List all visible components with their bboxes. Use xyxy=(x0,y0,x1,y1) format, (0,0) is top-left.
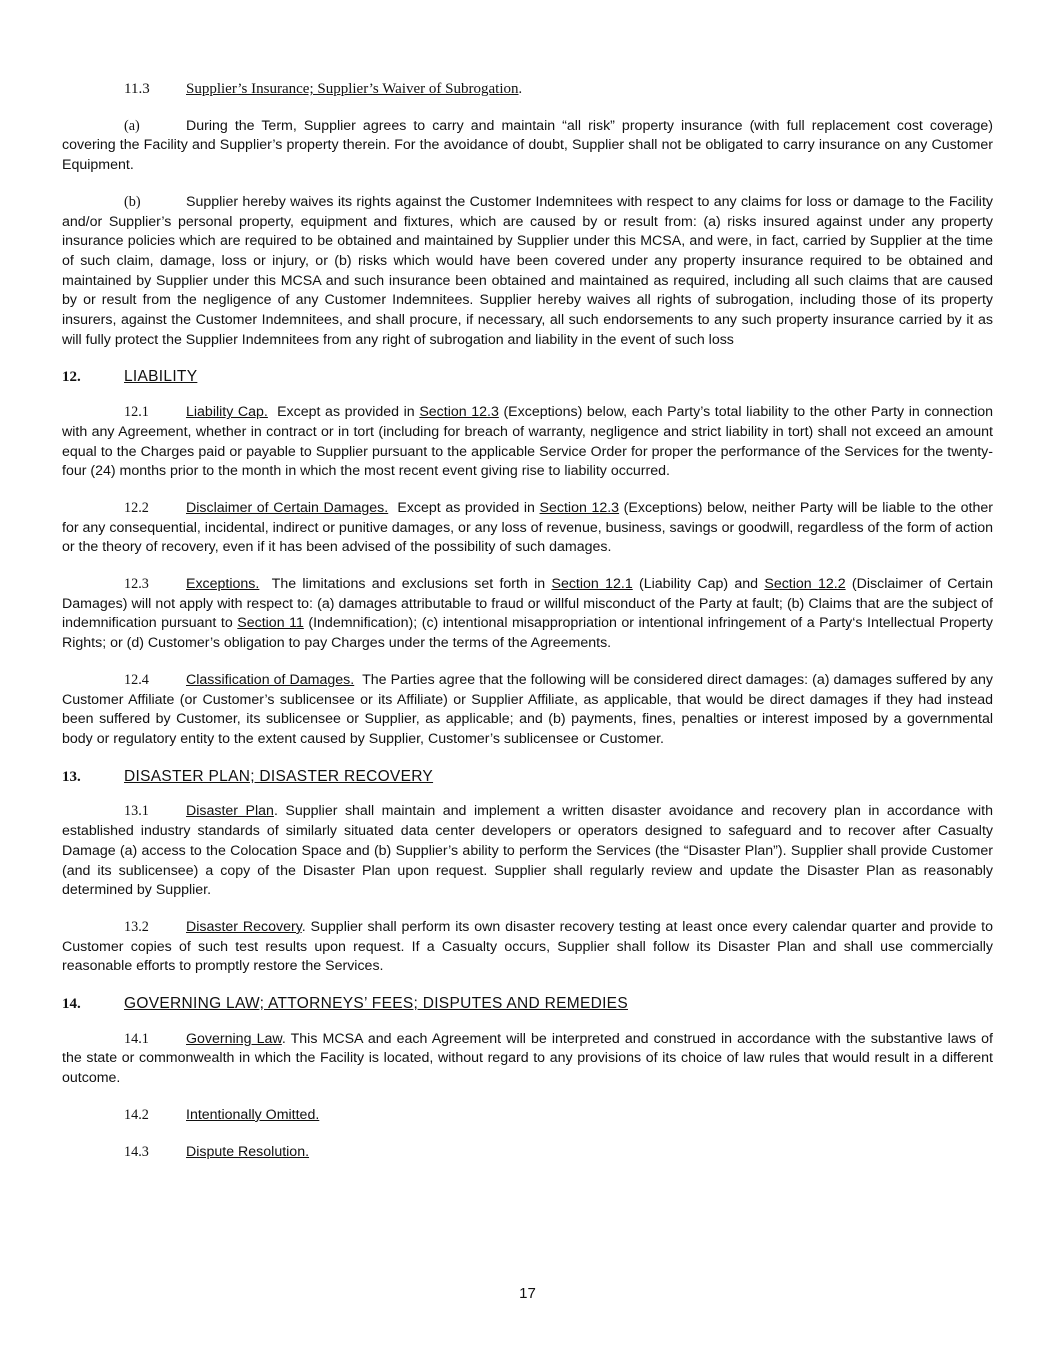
clause-text: Except as provided in xyxy=(397,499,535,516)
clause-text: (Liability Cap) and xyxy=(639,576,759,593)
clause-title: Classification of Damages. xyxy=(186,671,355,688)
section-14-3 xyxy=(62,1143,993,1163)
clause-text: . Supplier shall maintain and implement a written disaster avoidance and recovery plan in accordance with established industry standards of similarly situated data center developers or operators designed to safeguard and to recover after Casualty Damage (a) access to the Colocation Space and (b) Supplier’s ability to perform the Services (the “Disaster Plan”). Supplier shall provide Customer (and its sublicensee) a copy of the Disaster Plan upon request. Supplier shall regularly review and update the Disaster Plan as reasonably determined by Supplier. xyxy=(62,803,993,899)
clause-number: 13.1 xyxy=(124,803,149,820)
cross-reference: Section 12.2 xyxy=(764,576,846,593)
section-title: GOVERNING LAW; ATTORNEYS’ FEES; DISPUTES AND REMEDIES xyxy=(124,995,628,1013)
section-12-3 xyxy=(62,575,993,654)
section-title: Supplier’s Insurance; Supplier’s Waiver of Subrogation xyxy=(186,81,519,97)
clause-number: 12.1 xyxy=(124,404,149,421)
section-12-4 xyxy=(62,671,993,750)
section-11-3-a xyxy=(62,117,993,176)
section-12-heading xyxy=(62,367,993,388)
clause-number: 13.2 xyxy=(124,918,149,935)
clause-number: 12.4 xyxy=(124,671,149,688)
clause-text: During the Term, Supplier agrees to carry and maintain “all risk” property insurance (with full replacement cost coverage) covering the Facility and Supplier’s property therein. For the avoidance of doubt, Supplier shall not be obligated to carry insurance on any Customer Equipment. xyxy=(62,117,993,174)
section-14-1 xyxy=(62,1030,993,1089)
clause-label: (b) xyxy=(124,193,141,210)
clause-title: Liability Cap. xyxy=(186,404,268,421)
clause-title: Disclaimer of Certain Damages. xyxy=(186,499,389,516)
section-12-1 xyxy=(62,403,993,482)
clause-text: (Exceptions) below, each Party’s total liability to the other Party in connection with any Agreement, whether in contract or in tort (including for breach of warranty, negligence and strict liability in tort) shall not exceed an amount equal to the Charges paid or payable to Supplier pursuant to the applicable Service Order for proper the performance of the Services for the twenty-four (24) months prior to the month in which the most recent event giving rise to liability occurred. xyxy=(62,404,993,480)
section-number: 12. xyxy=(62,369,81,386)
clause-number: 14.3 xyxy=(124,1143,149,1160)
section-title: LIABILITY xyxy=(124,368,198,386)
clause-text: The Parties agree that the following will be considered direct damages: (a) damages suffered by any Customer Affiliate (or Customer’s sublicensee or its Affiliate) or Supplier Affiliate, as applicable, that would be direct damages if they had instead been suffered by Customer, its sublicensee or Supplier, as applicable; and (b) payments, fines, penalties or interest imposed by a governmental body or regulatory entity to the extent caused by Supplier, Customer’s sublicensee or Customer. xyxy=(62,671,993,747)
section-14-heading xyxy=(62,994,993,1015)
clause-title: Disaster Recovery xyxy=(186,918,302,935)
clause-title: Governing Law xyxy=(186,1030,282,1047)
page-number: 17 xyxy=(519,1285,536,1302)
section-14-2 xyxy=(62,1106,993,1126)
clause-text: (Indemnification); (c) intentional misappropriation or intentional infringement of a Party‘s Intellectual Property Rights; or (d) Customer’s obligation to pay Charges under the terms of the Agreements. xyxy=(62,615,993,652)
cross-reference: Section 12.1 xyxy=(551,576,633,593)
clause-text: Supplier hereby waives its rights against the Customer Indemnitees with respect to any claims for loss or damage to the Facility and/or Supplier’s personal property, equipment and fixtures, which are caused by or result from: (a) risks insured against under any property insurance policies which are required to be obtained and maintained by Supplier under this MCSA, and were, in fact, carried by Supplier at the time of such claim, damage, loss or injury, or (b) risks which would have been covered under any property insurance required to be obtained and maintained by Supplier under this MCSA and such insurance been obtained and maintained as required, including all such claims that are caused by or result from the negligence of any Customer Indemnitees. Supplier hereby waives all rights of subrogation, including those of its property insurers, against the Customer Indemnitees, and shall procure, if necessary, all such endorsements to any such property insurance carried by it as will fully protect the Supplier Indemnitees from any right of subrogation and liability in the event of such loss xyxy=(62,193,993,348)
section-12-2 xyxy=(62,499,993,558)
section-number: 11.3 xyxy=(124,81,150,97)
section-13-2 xyxy=(62,918,993,977)
clause-title: Exceptions. xyxy=(186,576,260,593)
clause-text: Except as provided in xyxy=(277,404,415,421)
clause-text: The limitations and exclusions set forth in xyxy=(271,576,546,593)
section-13-1 xyxy=(62,802,993,901)
clause-text: . This MCSA and each Agreement will be interpreted and construed in accordance with the substantive laws of the state or commonwealth in which the Facility is located, without regard to any provisions of its choice of law rules that would result in a different outcome. xyxy=(62,1030,993,1087)
section-13-heading xyxy=(62,767,993,788)
clause-number: 14.1 xyxy=(124,1030,149,1047)
clause-text: (Exceptions) below, neither Party will be liable to the other for any consequential, incidental, indirect or punitive damages, or any loss of revenue, business, savings or goodwill, regardless of the form of action or the theory of recovery, even if it has been advised of the possibility of such damages. xyxy=(62,499,993,556)
section-title: DISASTER PLAN; DISASTER RECOVERY xyxy=(124,767,434,785)
clause-number: 14.2 xyxy=(124,1106,149,1123)
clause-title: Intentionally Omitted. xyxy=(186,1106,320,1123)
clause-label: (a) xyxy=(124,117,140,134)
section-number: 13. xyxy=(62,768,81,785)
cross-reference: Section 12.3 xyxy=(419,404,499,421)
clause-text: . Supplier shall perform its own disaster recovery testing at least once every calendar quarter and provide to Customer copies of such test results upon request. If a Casualty occurs, Supplier shall follow its Disaster Plan and shall use commercially reasonable efforts to promptly restore the Services. xyxy=(62,918,994,975)
clause-title: Disaster Plan xyxy=(186,803,274,820)
section-number: 14. xyxy=(62,996,81,1013)
clause-number: 12.3 xyxy=(124,576,149,593)
document-page xyxy=(62,80,993,1179)
cross-reference: Section 11 xyxy=(237,615,304,632)
clause-number: 12.2 xyxy=(124,499,149,516)
section-11-3-b xyxy=(62,193,993,351)
clause-title: Dispute Resolution. xyxy=(186,1143,310,1160)
section-11-3-heading: 11.3 Supplier’s Insurance; Supplier’s Waiver of Subrogation . xyxy=(62,80,993,100)
cross-reference: Section 12.3 xyxy=(539,499,620,516)
clause-text: (Disclaimer of Certain Damages) will not apply with respect to: (a) damages attributable to fraud or willful misconduct of the Party at fault; (b) Claims that are the subject of indemnification pursuant to xyxy=(62,576,993,632)
